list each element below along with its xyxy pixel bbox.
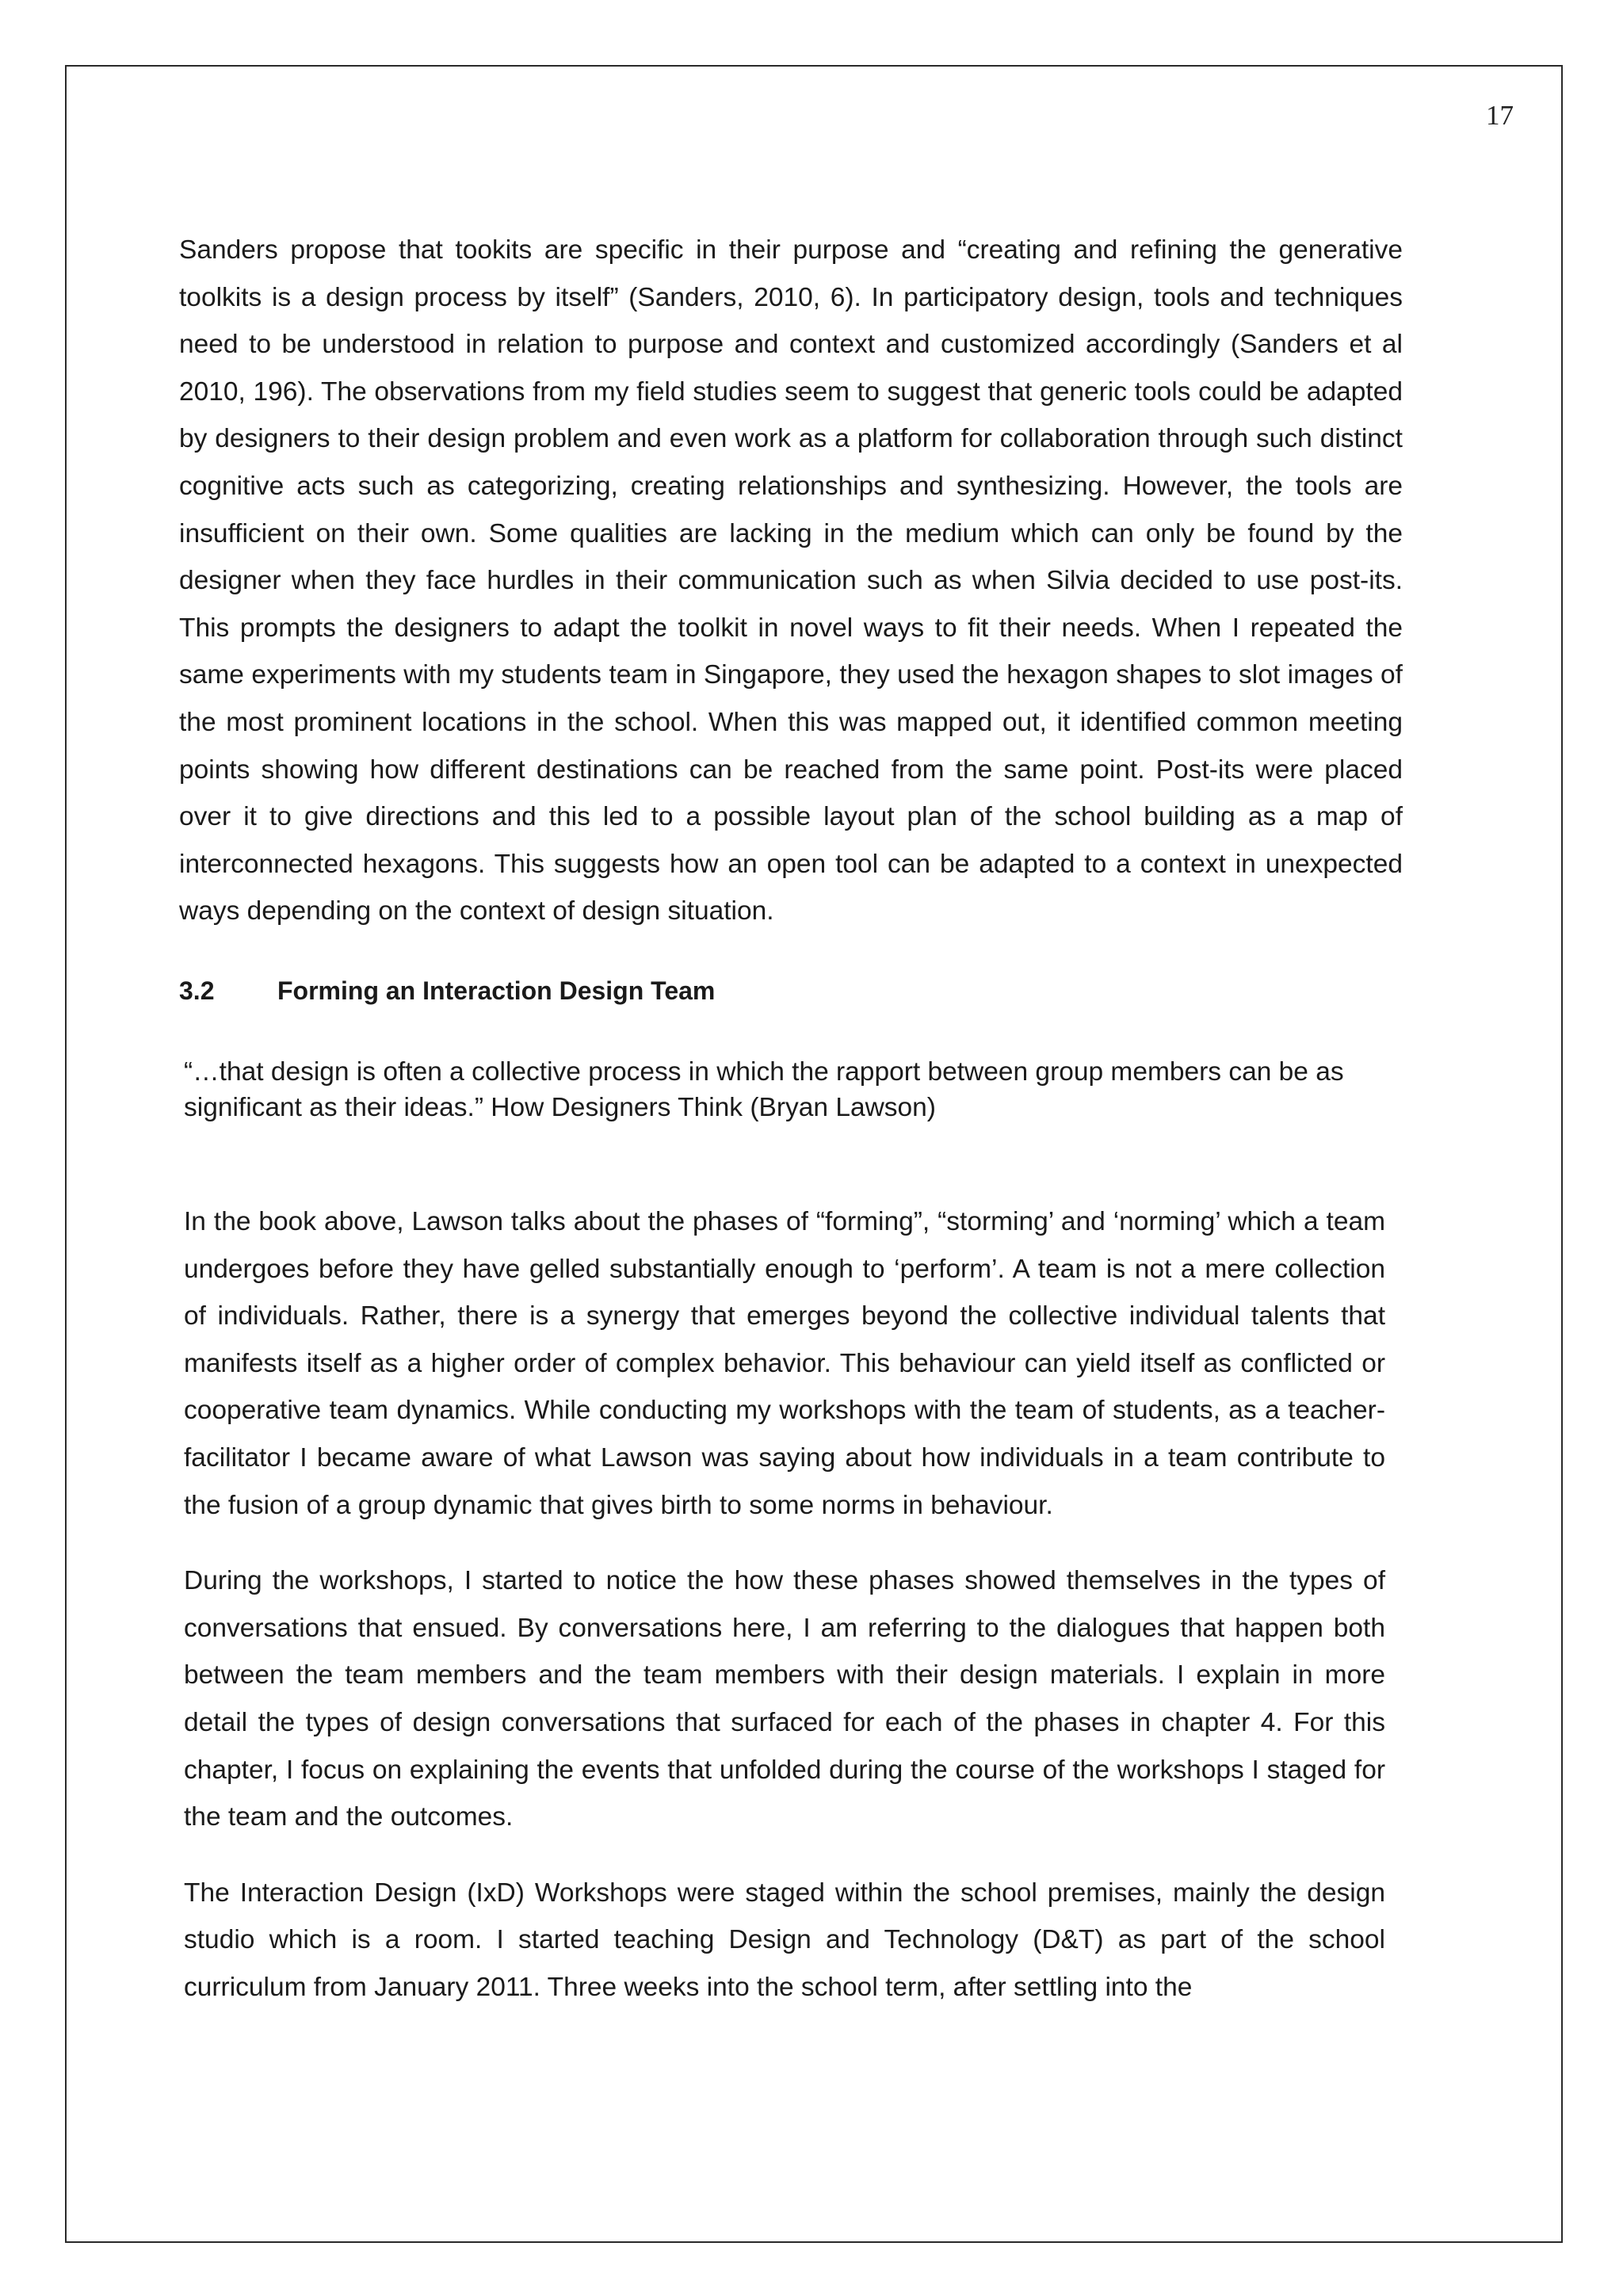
paragraph: In the book above, Lawson talks about the phases of “forming”, “storming’ and ‘norming’ which a team undergoes before they have gelled substantially enough to ‘perform’. A team is not a mere collection of individuals. Rather, there is a synergy that emerges beyond the collective individual talents that manifests itself as a higher order of complex behavior. This behaviour can yield itself as conflicted or cooperative team dynamics. While conducting my workshops with the team of students, as a teacher-facilitator I became aware of what Lawson was saying about how individuals in a team contribute to the fusion of a group dynamic that gives birth to some norms in behaviour. [184,1207,1385,1520]
body-text-top [179,227,1403,935]
paragraph: During the workshops, I started to notice the how these phases showed themselves in the types of conversations that ensued. By conversations here, I am referring to the dialogues that happen both between the team members and the team members with their design materials. I explain in more detail the types of design conversations that surfaced for each of the phases in chapter 4. For this chapter, I focus on explaining the events that unfolded during the course of the workshops I staged for the team and the outcomes. [184,1566,1385,1832]
section-title: Forming an Interaction Design Team [277,976,716,1005]
section-number: 3.2 [179,976,215,1005]
page-number: 17 [1486,100,1514,131]
quote-text: “…that design is often a collective process in which the rapport between group members can be as significant as their ideas.” How Designers Think (Bryan Lawson) [184,1057,1344,1122]
body-text-bottom [184,1198,1385,2040]
paragraph: The Interaction Design (IxD) Workshops were staged within the school premises, mainly the design studio which is a room. I started teaching Design and Technology (D&T) as part of the school curriculum from January 2011. Three weeks into the school term, after settling into the [184,1878,1385,2002]
section-heading [179,973,715,1008]
epigraph-quote [184,1054,1393,1125]
paragraph: Sanders propose that tookits are specific in their purpose and “creating and refining the generative toolkits is a design process by itself” (Sanders, 2010, 6). In participatory design, tools and techniques need to be understood in relation to purpose and context and customized accordingly (Sanders et al 2010, 196). The observations from my field studies seem to suggest that generic tools could be adapted by designers to their design problem and even work as a platform for collaboration through such distinct cognitive acts such as categorizing, creating relationships and synthesizing. However, the tools are insufficient on their own. Some qualities are lacking in the medium which can only be found by the designer when they face hurdles in their communication such as when Silvia decided to use post-its. This prompts the designers to adapt the toolkit in novel ways to fit their needs. When I repeated the same experiments with my students team in Singapore, they used the hexagon shapes to slot images of the most prominent locations in the school. When this was mapped out, it identified common meeting points showing how different destinations can be reached from the same point. Post-its were placed over it to give directions and this led to a possible layout plan of the school building as a map of interconnected hexagons. This suggests how an open tool can be adapted to a context in unexpected ways depending on the context of design situation. [179,235,1403,926]
